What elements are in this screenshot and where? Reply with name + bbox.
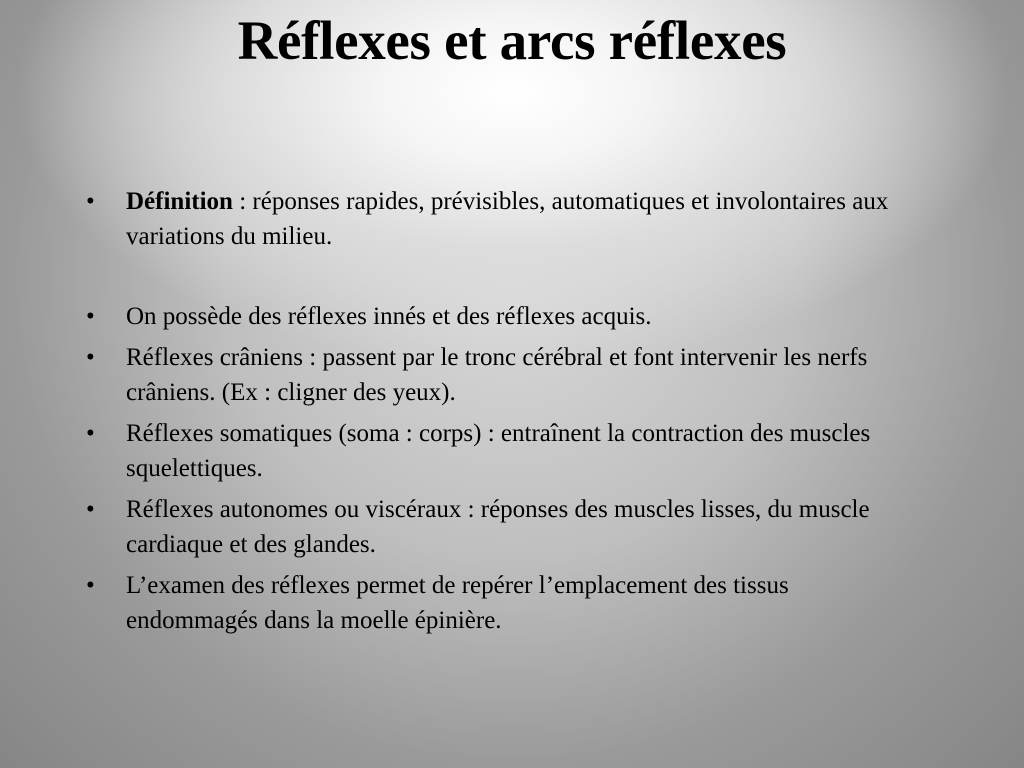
list-item-text: Réflexes crâniens : passent par le tronc cérébral et font intervenir les nerfs crâniens. (Ex : cligner des yeux). [126,344,868,406]
bullet-icon: • [86,188,95,215]
list-item-definition [86,184,926,254]
bullet-icon: • [86,344,95,371]
bullet-icon: • [86,303,95,330]
list-item-text: Réflexes autonomes ou viscéraux : réponses des muscles lisses, du muscle cardiaque et des glandes. [126,496,870,558]
bullet-list [86,184,926,644]
definition-term: Définition [126,188,233,215]
list-item-text: L’examen des réflexes permet de repérer l’emplacement des tissus endommagés dans la moelle épinière. [126,572,789,634]
list-item [86,492,926,562]
list-item [86,416,926,486]
bullet-icon: • [86,420,95,447]
definition-text: : réponses rapides, prévisibles, automatiques et involontaires aux variations du milieu. [126,188,889,250]
list-item [86,340,926,410]
list-item-text: On possède des réflexes innés et des réflexes acquis. [126,303,652,330]
bullet-icon: • [86,496,95,523]
list-item [86,299,926,334]
slide-title: Réflexes et arcs réflexes [237,10,787,71]
list-item-text: Réflexes somatiques (soma : corps) : entraînent la contraction des muscles squelettiques. [126,420,871,482]
bullet-icon: • [86,572,95,599]
list-item [86,568,926,638]
